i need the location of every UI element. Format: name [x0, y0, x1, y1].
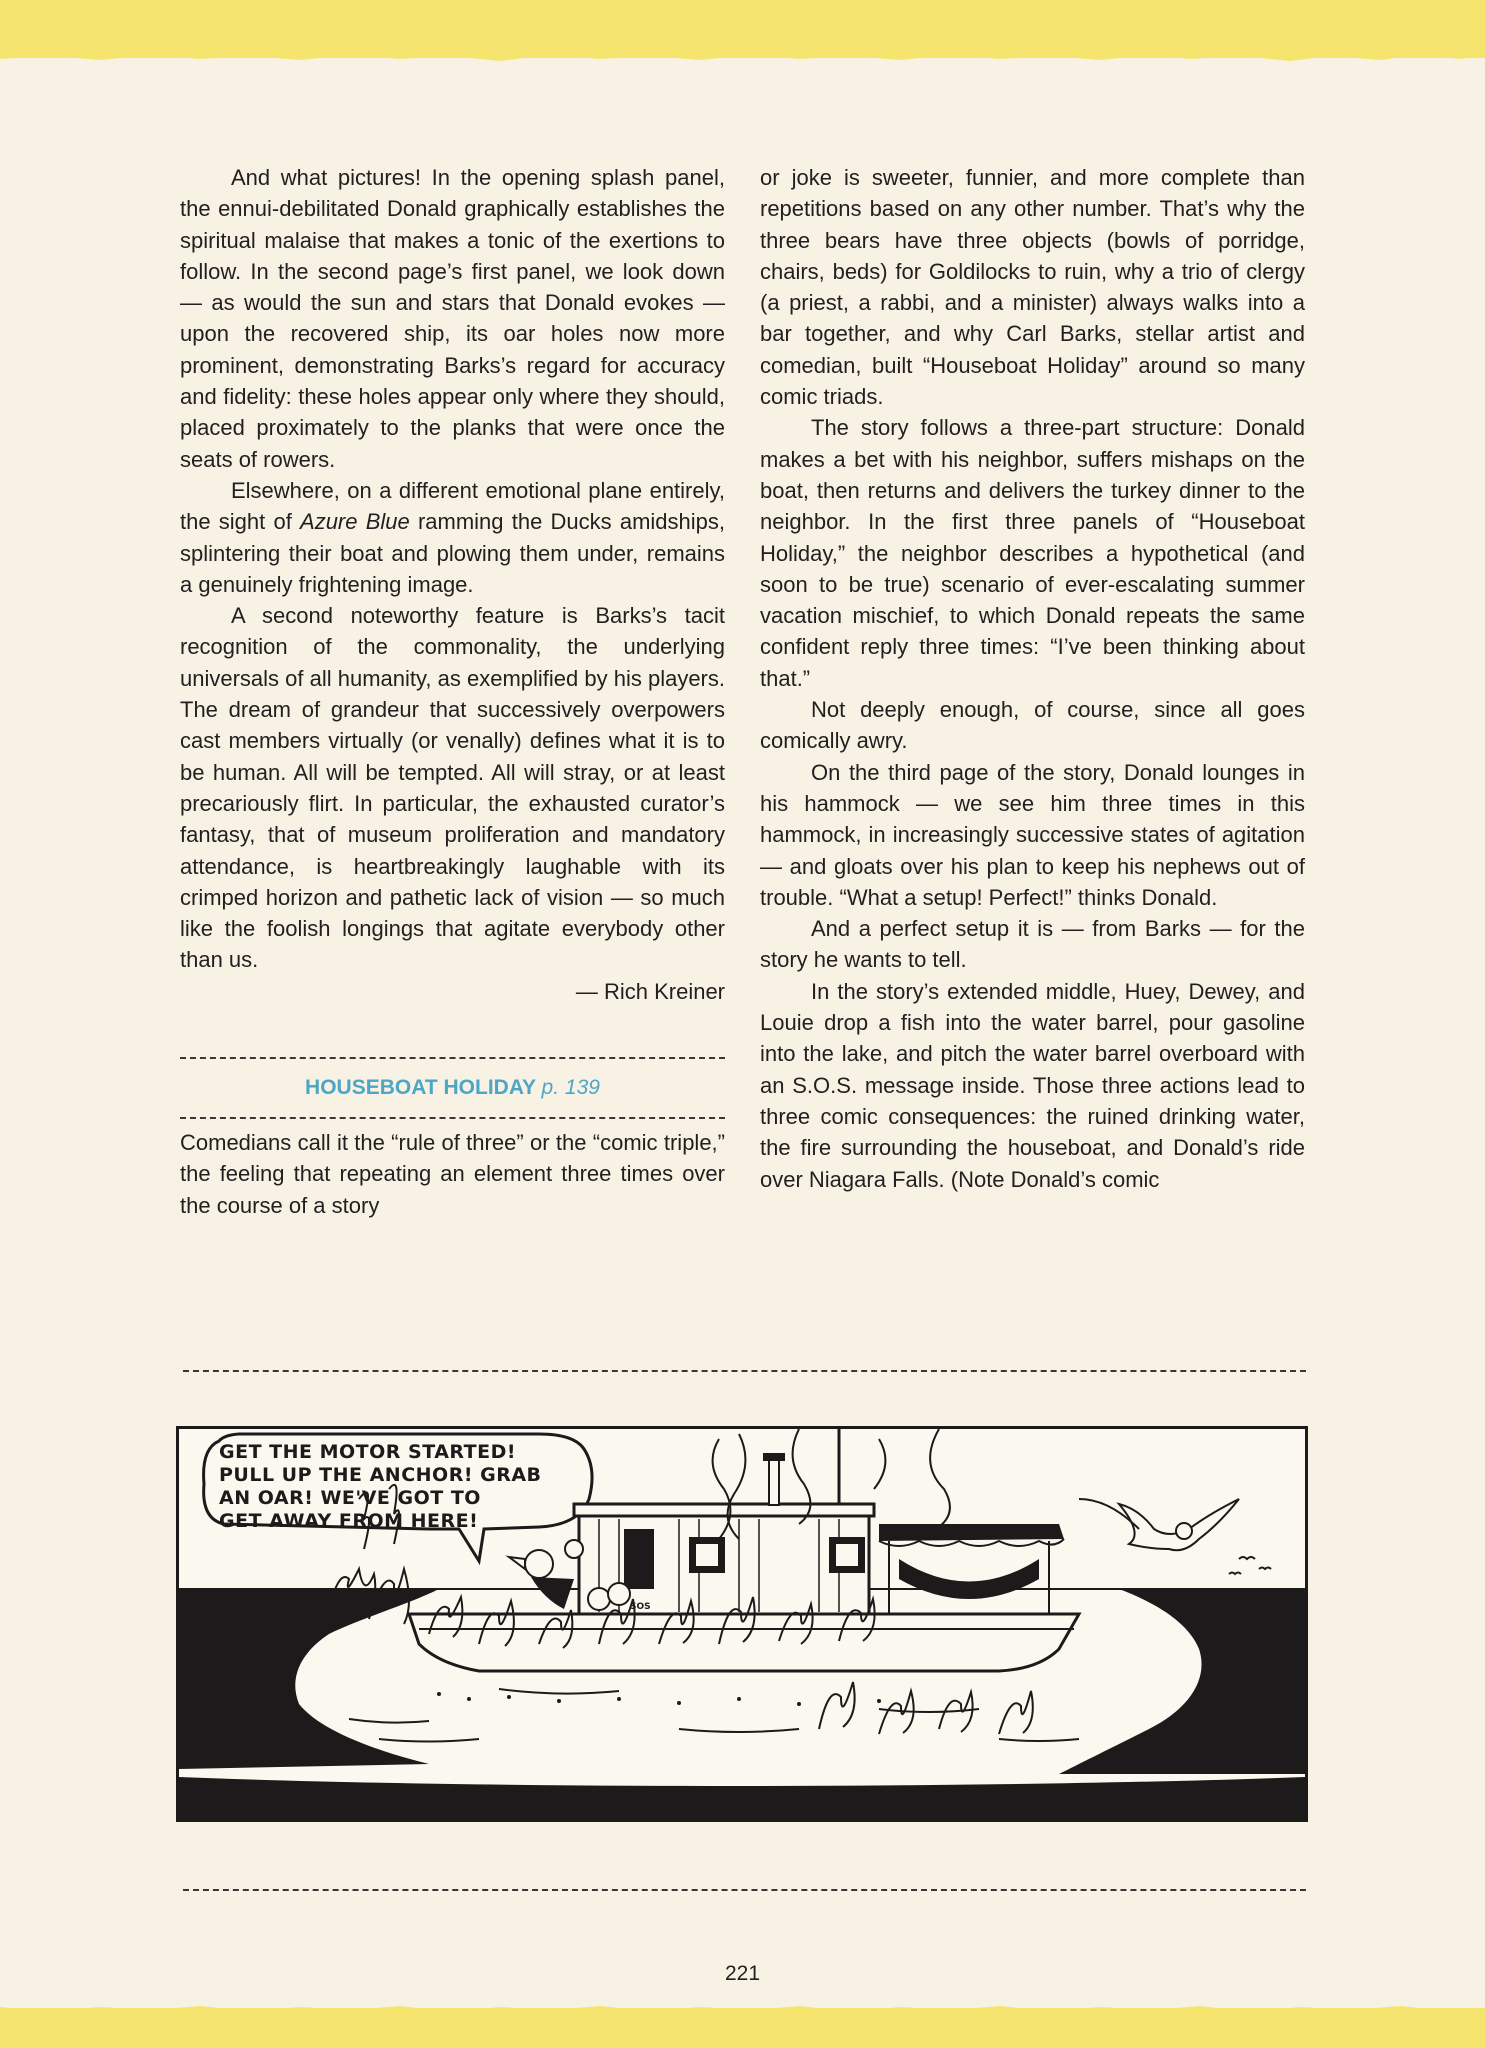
story-title-text: HOUSEBOAT HOLIDAY: [305, 1076, 536, 1100]
balloon-line: GET THE MOTOR STARTED!: [219, 1441, 517, 1463]
text-run: ramming the Ducks amidships, splintering their boat and plowing them under, remains a genuinely frightening image.: [180, 509, 725, 597]
paragraph: On the third page of the story, Donald lounges in his hammock — we see him three times in this hammock, in increasingly successive states of agitation — and gloats over his plan to keep his nephews out of trouble. “What a setup! Perfect!” thinks Donald.: [760, 759, 1305, 910]
paragraph: And what pictures! In the opening splash panel, the ennui-debilitated Donald graphically establishes the spiritual malaise that makes a tonic of the exertions to follow. In the second page’s first panel, we look down — as would the sun and stars that Donald evokes — upon the recovered ship, its oar holes now more prominent, demonstrating Barks’s regard for accuracy and fidelity: these holes appear only where they should, placed proximately to the planks that were once the seats of rowers.: [180, 165, 725, 472]
paragraph: The story follows a three-part structure: Donald makes a bet with his neighbor, suffers mishaps on the boat, then returns and delivers the turkey dinner to the neighbor. In the first three panels of “Houseboat Holiday,” the neighbor describes a hypothetical (and soon to be true) scenario of ever-escalating summer vacation mischief, to which Donald repeats the same confident reply three times: “I’ve been thinking about that.”: [760, 415, 1305, 691]
torn-edge-bottom: [0, 2002, 1485, 2016]
dashed-divider: [180, 1057, 725, 1059]
paragraph: [180, 475, 725, 600]
paragraph: A second noteworthy feature is Barks’s tacit recognition of the commonality, the underlying universals of all humanity, as exemplified by his players. The dream of grandeur that successively overpowers cast members virtually (or venally) defines what it is to be human. All will be tempted. All will stray, or at least precariously flirt. In particular, the exhausted curator’s fantasy, that of museum proliferation and mandatory attendance, is heartbreakingly laughable with its crimped horizon and pathetic lack of vision — so much like the foolish longings that agitate everybody other than us.: [180, 603, 725, 973]
paragraph: Not deeply enough, of course, since all goes comically awry.: [760, 697, 1305, 754]
dashed-divider: [183, 1370, 1306, 1372]
torn-edge-top: [0, 50, 1485, 64]
left-text-column: [180, 162, 725, 1221]
dashed-divider: [183, 1889, 1306, 1891]
boat-label: SOS: [630, 1602, 651, 1612]
comic-panel: [176, 1426, 1308, 1822]
story-title: [180, 1073, 725, 1103]
balloon-line: PULL UP THE ANCHOR! GRAB: [219, 1464, 542, 1486]
paragraph: In the story’s extended middle, Huey, Dewey, and Louie drop a fish into the water barrel, pour gasoline into the lake, and pitch the water barrel overboard with an S.O.S. message inside. Those three actions lead to three comic consequences: the ruined drinking water, the fire surrounding the houseboat, and Donald’s ride over Niagara Falls. (Note Donald’s comic: [760, 978, 1305, 1192]
right-text-column: [760, 162, 1305, 1195]
paragraph: Comedians call it the “rule of three” or the “comic triple,” the feeling that repeating an element three times over the course of a story: [180, 1130, 725, 1218]
story-page-ref: p. 139: [541, 1076, 600, 1100]
author-signature: — Rich Kreiner: [575, 978, 725, 1004]
ship-name-italic: Azure Blue: [300, 509, 410, 535]
top-color-band: [0, 0, 1485, 58]
paragraph: or joke is sweeter, funnier, and more complete than repetitions based on any other number. That’s why the three bears have three objects (bowls of porridge, chairs, beds) for Goldilocks to ruin, why a trio of clergy (a priest, a rabbi, and a minister) always walks into a bar together, and why Carl Barks, stellar artist and comedian, built “Houseboat Holiday” around so many comic triads.: [760, 165, 1305, 410]
bottom-color-band: [0, 2008, 1485, 2048]
story-heading: [180, 1057, 725, 1119]
speech-balloon-text: [219, 1441, 579, 1533]
balloon-line: AN OAR! WE'VE GOT TO: [219, 1487, 481, 1509]
balloon-line: GET AWAY FROM HERE!: [219, 1510, 479, 1532]
dashed-divider: [180, 1117, 725, 1119]
paragraph: And a perfect setup it is — from Barks — for the story he wants to tell.: [760, 916, 1305, 973]
text-run: Elsewhere, on a different emotional plane entirely, the sight of: [180, 477, 725, 535]
page-number: 221: [724, 1962, 761, 1985]
